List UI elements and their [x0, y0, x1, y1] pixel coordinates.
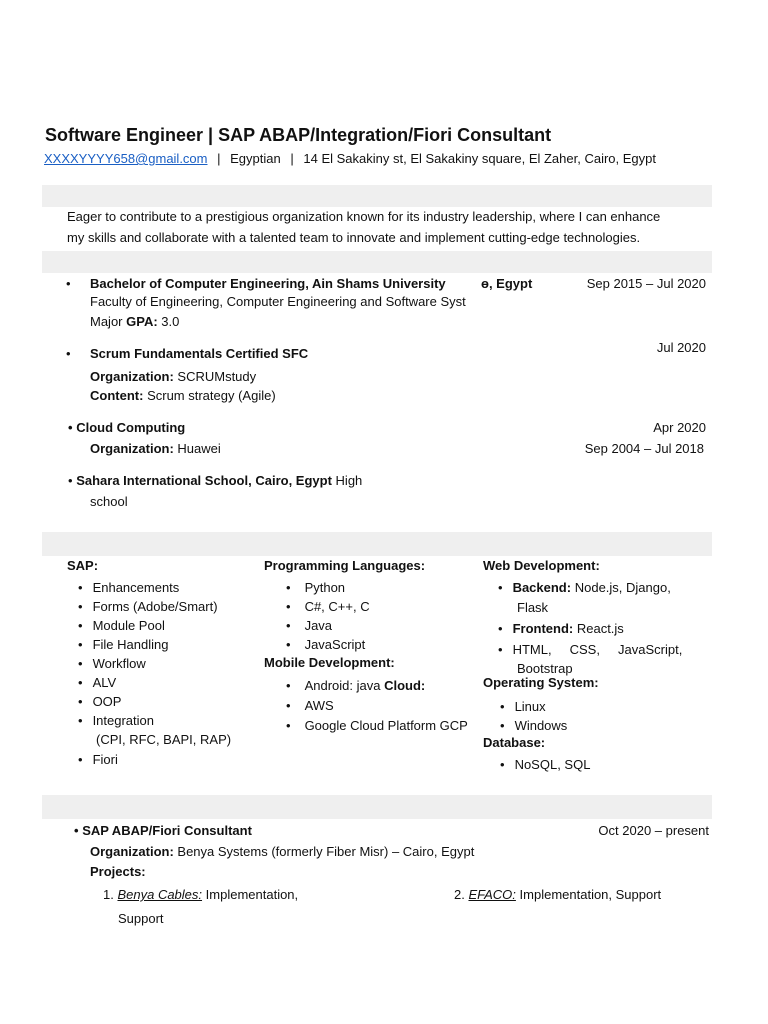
content-value: Scrum strategy (Agile) [147, 388, 276, 403]
content-label: Content: [90, 388, 144, 403]
section-bar-experience [42, 795, 712, 819]
org-label: Organization: [90, 369, 174, 384]
sap-list [78, 578, 231, 770]
cloud-title-line [68, 420, 185, 435]
list-item: • Enhancements [78, 578, 231, 597]
list-item: • ALV [78, 673, 231, 692]
org-label: Organization: [90, 441, 174, 456]
list-item: • Android: java Cloud: [286, 676, 468, 696]
cert-content [90, 388, 276, 403]
project-2 [454, 887, 661, 902]
school-dates: Sep 2004 – Jul 2018 [584, 441, 704, 456]
contact-line [44, 151, 656, 166]
role-line [74, 823, 252, 838]
bullet [74, 823, 79, 838]
gpa-line [90, 314, 179, 329]
list-item: • Module Pool [78, 616, 231, 635]
school-location: , Cairo, Egypt [248, 473, 332, 488]
project-1 [103, 887, 298, 902]
list-item: • Linux [500, 697, 567, 716]
org-value: SCRUMstudy [177, 369, 257, 384]
bullet [66, 346, 71, 361]
web-heading: Web Development: [483, 558, 600, 573]
db-heading: Database: [483, 735, 546, 750]
project-number: 1. [103, 887, 114, 902]
project-number: 2. [454, 887, 465, 902]
org-value: Benya Systems (formerly Fiber Misr) – Cairo, Egypt [177, 844, 475, 859]
project-name: Benya Cables: [117, 887, 203, 902]
os-list [500, 697, 567, 735]
org-label: Organization: [90, 844, 174, 859]
degree-dates: Sep 2015 – Jul 2020 [586, 276, 706, 291]
cloud-title: Cloud Computing [76, 420, 186, 435]
programming-list [286, 578, 370, 654]
list-item-continuation: Flask [517, 600, 549, 615]
db-list [500, 755, 590, 774]
project-1-continuation: Support [118, 911, 164, 926]
section-bar-skills [42, 532, 712, 556]
list-item: • Backend: Node.js, Django, [498, 578, 682, 598]
mobile-heading: Mobile Development: [264, 655, 395, 670]
gpa-label: GPA: [126, 314, 158, 329]
degree-location: ɵ, Egypt [481, 276, 533, 291]
email-link[interactable]: XXXXYYYY658@gmail.com [44, 151, 208, 166]
list-item: • Forms (Adobe/Smart) [78, 597, 231, 616]
list-item: • OOP [78, 692, 231, 711]
address: 14 El Sakakiny st, El Sakakiny square, El Zaher, Cairo, Egypt [303, 151, 656, 166]
list-item: • Python [286, 578, 370, 597]
programming-heading: Programming Languages: [264, 558, 426, 573]
os-heading: Operating System: [483, 675, 599, 690]
summary-line-1: Eager to contribute to a prestigious organization known for its industry leadership, where I can enhance [67, 209, 661, 224]
separator: | [217, 151, 221, 166]
list-item: • Workflow [78, 654, 231, 673]
mobile-list [286, 676, 468, 736]
list-item: • AWS [286, 696, 468, 716]
cloud-date: Apr 2020 [653, 420, 706, 435]
separator: | [290, 151, 294, 166]
project-desc: Implementation, [205, 887, 299, 902]
cert-title: Scrum Fundamentals Certified SFC [90, 346, 309, 361]
school-line-2: school [90, 494, 128, 509]
role-title: SAP ABAP/Fiori Consultant [82, 823, 252, 838]
list-item: • Google Cloud Platform GCP [286, 716, 468, 736]
cert-org [90, 369, 256, 384]
bullet [66, 276, 71, 291]
school-type: High [335, 473, 363, 488]
list-item: • File Handling [78, 635, 231, 654]
list-item: • HTML, CSS, JavaScript, [498, 640, 682, 659]
web-list [498, 578, 682, 678]
school-line [68, 473, 362, 488]
nationality: Egyptian [230, 151, 281, 166]
list-item: • Frontend: React.js [498, 618, 682, 640]
list-item: • Windows [500, 716, 567, 735]
list-item: • Java [286, 616, 370, 635]
list-item: • C#, C++, C [286, 597, 370, 616]
summary-line-2: my skills and collaborate with a talented team to innovate and implement cutting-edge technologies. [67, 230, 641, 245]
list-item: • JavaScript [286, 635, 370, 654]
list-item-continuation: (CPI, RFC, BAPI, RAP) [96, 732, 232, 747]
sap-heading: SAP: [67, 558, 99, 573]
section-bar-education [42, 251, 712, 273]
faculty: Faculty of Engineering, Computer Engineering and Software Syst [90, 294, 466, 309]
org-value: Huawei [177, 441, 221, 456]
list-item: • NoSQL, SQL [500, 755, 590, 774]
list-item: • Integration [78, 711, 231, 730]
project-desc: Implementation, Support [519, 887, 662, 902]
role-org [90, 844, 474, 859]
page-title: Software Engineer | SAP ABAP/Integration/Fiori Consultant [45, 125, 552, 145]
gpa-prefix: Major [90, 314, 127, 329]
cert-date: Jul 2020 [656, 340, 706, 355]
bullet [68, 420, 73, 435]
projects-label: Projects: [90, 864, 146, 879]
project-name: EFACO: [468, 887, 516, 902]
degree-title: Bachelor of Computer Engineering, Ain Shams University [90, 276, 446, 291]
role-dates: Oct 2020 – present [598, 823, 709, 838]
cloud-org [90, 441, 221, 456]
bullet [68, 473, 73, 488]
section-bar-summary [42, 185, 712, 207]
school-name: Sahara International School [76, 473, 249, 488]
list-item-continuation: Bootstrap [517, 661, 573, 676]
gpa-value: 3.0 [161, 314, 180, 329]
list-item: • Fiori [78, 749, 231, 770]
